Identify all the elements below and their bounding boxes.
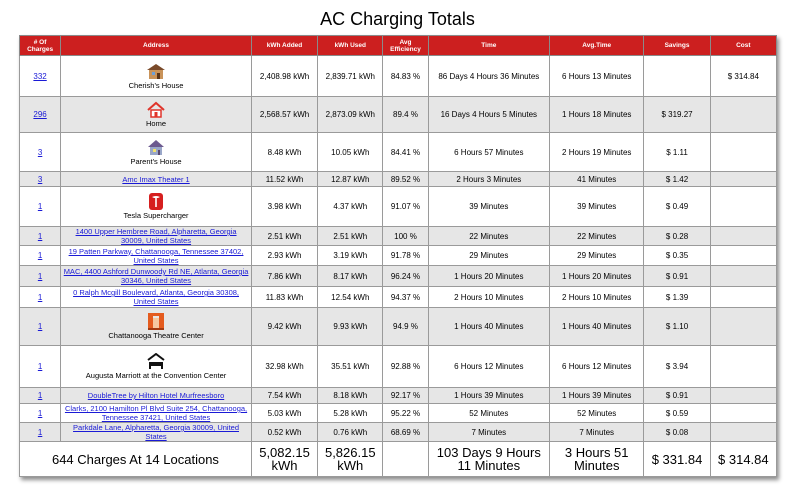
totals-row [20,442,777,477]
charge-count-cell [20,187,61,227]
charge-count-link[interactable]: 1 [37,322,43,331]
col-header-time[interactable]: Time [428,36,549,56]
charge-count-cell [20,227,61,246]
cost-cell: $ 314.84 [710,56,776,97]
charge-count-link[interactable]: 3 [37,147,43,157]
savings-cell: $ 0.91 [644,388,710,404]
address-cell [61,404,252,423]
avg-time-cell: 1 Hours 39 Minutes [550,388,644,404]
address-link[interactable]: DoubleTree by Hilton Hotel Murfreesboro [87,391,225,400]
col-header-kwh-added[interactable]: kWh Added [251,36,317,56]
kwh-added-cell: 32.98 kWh [251,346,317,388]
charge-count-cell [20,246,61,266]
cost-cell [710,308,776,346]
table-row [20,56,777,97]
charge-count-cell [20,388,61,404]
cost-cell [710,287,776,308]
table-row [20,346,777,388]
address-cell [61,246,252,266]
avg-time-cell: 1 Hours 18 Minutes [550,97,644,133]
hotel-bed-icon [63,353,249,370]
time-cell: 1 Hours 40 Minutes [428,308,549,346]
address-cell [61,97,252,133]
location-name: Chattanooga Theatre Center [108,331,204,340]
table-row [20,227,777,246]
address-cell [61,187,252,227]
address-cell [61,56,252,97]
table-row [20,246,777,266]
time-cell: 1 Hours 20 Minutes [428,266,549,287]
cost-cell [710,187,776,227]
efficiency-cell: 89.52 % [383,172,428,187]
totals-efficiency [383,442,428,477]
home-icon [63,101,249,118]
cost-cell [710,404,776,423]
address-cell [61,266,252,287]
charging-table [19,35,777,477]
charge-count-cell [20,97,61,133]
table-row [20,423,777,442]
totals-time: 103 Days 9 Hours 11 Minutes [428,442,549,477]
location-name: Cherish's House [128,80,184,90]
cost-cell [710,423,776,442]
avg-time-cell: 1 Hours 20 Minutes [550,266,644,287]
avg-time-cell: 39 Minutes [550,187,644,227]
tesla-icon [63,193,249,210]
avg-time-cell: 6 Hours 13 Minutes [550,56,644,97]
kwh-added-cell: 8.48 kWh [251,133,317,172]
time-cell: 16 Days 4 Hours 5 Minutes [428,97,549,133]
location-name: Parent's House [130,156,182,166]
page-title: AC Charging Totals [320,9,475,29]
efficiency-cell: 84.83 % [383,56,428,97]
table-row [20,133,777,172]
col-header-kwh-used[interactable]: kWh Used [318,36,383,56]
table-row [20,97,777,133]
time-cell: 2 Hours 10 Minutes [428,287,549,308]
address-cell [61,346,252,388]
time-cell: 22 Minutes [428,227,549,246]
totals-kwh-used: 5,826.15 kWh [318,442,383,477]
kwh-used-cell: 0.76 kWh [318,423,383,442]
cost-cell [710,133,776,172]
cost-cell [710,266,776,287]
kwh-used-cell: 8.17 kWh [318,266,383,287]
charge-count-link[interactable]: 296 [33,110,47,119]
address-link[interactable]: Parkdale Lane, Alpharetta, Georgia 30009, United States [73,423,239,441]
savings-cell: $ 1.42 [644,172,710,187]
table-row [20,187,777,227]
kwh-used-cell: 4.37 kWh [318,187,383,227]
table-row [20,172,777,187]
charge-count-cell [20,56,61,97]
efficiency-cell: 89.4 % [383,97,428,133]
table-header-row [20,36,777,56]
address-link[interactable]: 1400 Upper Hembree Road, Alpharetta, Georgia 30009, United States [75,227,237,245]
time-cell: 6 Hours 12 Minutes [428,346,549,388]
kwh-used-cell: 12.87 kWh [318,172,383,187]
kwh-used-cell: 9.93 kWh [318,308,383,346]
avg-time-cell: 6 Hours 12 Minutes [550,346,644,388]
house-icon [63,63,249,80]
kwh-added-cell: 3.98 kWh [251,187,317,227]
totals-avg-time: 3 Hours 51 Minutes [550,442,644,477]
efficiency-cell: 92.88 % [383,346,428,388]
time-cell: 52 Minutes [428,404,549,423]
parents-house-icon [63,139,249,156]
efficiency-cell: 84.41 % [383,133,428,172]
kwh-used-cell: 8.18 kWh [318,388,383,404]
savings-cell: $ 1.10 [644,308,710,346]
cost-cell [710,172,776,187]
efficiency-cell: 96.24 % [383,266,428,287]
efficiency-cell: 91.78 % [383,246,428,266]
kwh-added-cell: 2,568.57 kWh [251,97,317,133]
table-row [20,388,777,404]
totals-cost: $ 314.84 [710,442,776,477]
charge-count-cell [20,133,61,172]
totals-label: 644 Charges At 14 Locations [20,442,252,477]
charge-count-cell [20,287,61,308]
address-cell [61,388,252,404]
address-link[interactable]: Clarks, 2100 Hamilton Pl Blvd Suite 254, Chattanooga, Tennessee 37421, United States [64,404,248,422]
col-header-address[interactable]: Address [61,36,252,56]
table-row [20,404,777,423]
charge-count-link[interactable]: 332 [33,71,47,81]
address-link[interactable]: Amc Imax Theater 1 [122,174,190,184]
charge-count-link[interactable]: 1 [37,251,43,260]
kwh-used-cell: 2.51 kWh [318,227,383,246]
address-link[interactable]: 19 Patten Parkway, Chattanooga, Tennessee 37402, United States [68,246,244,265]
charge-count-link[interactable]: 1 [37,427,43,437]
kwh-added-cell: 5.03 kWh [251,404,317,423]
kwh-added-cell: 2.93 kWh [251,246,317,266]
address-link[interactable]: MAC, 4400 Ashford Dunwoody Rd NE, Atlanta, Georgia 30346, United States [63,267,249,285]
address-cell [61,133,252,172]
time-cell: 2 Hours 3 Minutes [428,172,549,187]
charge-count-link[interactable]: 1 [37,231,43,241]
time-cell: 1 Hours 39 Minutes [428,388,549,404]
col-header-efficiency[interactable]: Avg Efficiency [383,36,428,56]
avg-time-cell: 41 Minutes [550,172,644,187]
charge-count-cell [20,404,61,423]
kwh-used-cell: 12.54 kWh [318,287,383,308]
charge-count-link[interactable]: 1 [37,391,43,400]
cost-cell [710,388,776,404]
charge-count-link[interactable]: 1 [37,271,43,281]
cost-cell [710,227,776,246]
avg-time-cell: 29 Minutes [550,246,644,266]
charge-count-cell [20,423,61,442]
kwh-added-cell: 7.54 kWh [251,388,317,404]
address-cell [61,227,252,246]
time-cell: 7 Minutes [428,423,549,442]
kwh-added-cell: 7.86 kWh [251,266,317,287]
kwh-added-cell: 2.51 kWh [251,227,317,246]
kwh-added-cell: 11.83 kWh [251,287,317,308]
address-link[interactable]: 0 Ralph Mcgill Boulevard, Atlanta, Georgia 30308, United States [73,288,239,306]
efficiency-cell: 92.17 % [383,388,428,404]
kwh-used-cell: 35.51 kWh [318,346,383,388]
savings-cell: $ 0.28 [644,227,710,246]
kwh-used-cell: 2,839.71 kWh [318,56,383,97]
location-name: Home [146,119,167,128]
avg-time-cell: 2 Hours 10 Minutes [550,287,644,308]
savings-cell: $ 1.11 [644,133,710,172]
charging-table-wrapper [19,35,777,477]
time-cell: 39 Minutes [428,187,549,227]
savings-cell: $ 1.39 [644,287,710,308]
savings-cell: $ 0.49 [644,187,710,227]
savings-cell: $ 0.59 [644,404,710,423]
avg-time-cell: 2 Hours 19 Minutes [550,133,644,172]
efficiency-cell: 100 % [383,227,428,246]
table-row [20,266,777,287]
time-cell: 6 Hours 57 Minutes [428,133,549,172]
cost-cell [710,97,776,133]
charge-count-cell [20,172,61,187]
kwh-added-cell: 11.52 kWh [251,172,317,187]
charge-count-link[interactable]: 1 [37,202,43,211]
address-cell [61,423,252,442]
totals-kwh-added: 5,082.15 kWh [251,442,317,477]
charge-count-link[interactable]: 1 [37,408,43,418]
avg-time-cell: 7 Minutes [550,423,644,442]
address-cell [61,308,252,346]
cost-cell [710,346,776,388]
savings-cell: $ 3.94 [644,346,710,388]
savings-cell: $ 0.91 [644,266,710,287]
kwh-added-cell: 9.42 kWh [251,308,317,346]
avg-time-cell: 1 Hours 40 Minutes [550,308,644,346]
savings-cell: $ 319.27 [644,97,710,133]
efficiency-cell: 91.07 % [383,187,428,227]
location-name: Tesla Supercharger [123,211,189,220]
col-header-charges[interactable]: # Of Charges [20,36,61,56]
col-header-savings[interactable]: Savings [644,36,710,56]
table-row [20,287,777,308]
savings-cell: $ 0.08 [644,423,710,442]
kwh-added-cell: 2,408.98 kWh [251,56,317,97]
time-cell: 86 Days 4 Hours 36 Minutes [428,56,549,97]
kwh-used-cell: 3.19 kWh [318,246,383,266]
efficiency-cell: 94.37 % [383,287,428,308]
charge-count-link[interactable]: 1 [37,292,43,302]
table-row [20,308,777,346]
totals-savings: $ 331.84 [644,442,710,477]
efficiency-cell: 95.22 % [383,404,428,423]
kwh-used-cell: 10.05 kWh [318,133,383,172]
address-cell [61,172,252,187]
savings-cell: $ 0.35 [644,246,710,266]
charge-count-link[interactable]: 1 [37,362,43,371]
time-cell: 29 Minutes [428,246,549,266]
col-header-cost[interactable]: Cost [710,36,776,56]
location-name: Augusta Marriott at the Convention Center [85,371,227,380]
avg-time-cell: 52 Minutes [550,404,644,423]
kwh-added-cell: 0.52 kWh [251,423,317,442]
avg-time-cell: 22 Minutes [550,227,644,246]
charge-count-cell [20,308,61,346]
charge-count-link[interactable]: 3 [37,174,43,184]
col-header-avg-time[interactable]: Avg.Time [550,36,644,56]
theatre-icon [63,313,249,330]
kwh-used-cell: 5.28 kWh [318,404,383,423]
cost-cell [710,246,776,266]
kwh-used-cell: 2,873.09 kWh [318,97,383,133]
charge-count-cell [20,266,61,287]
savings-cell [644,56,710,97]
charge-count-cell [20,346,61,388]
efficiency-cell: 94.9 % [383,308,428,346]
efficiency-cell: 68.69 % [383,423,428,442]
address-cell [61,287,252,308]
table-body [20,56,777,442]
